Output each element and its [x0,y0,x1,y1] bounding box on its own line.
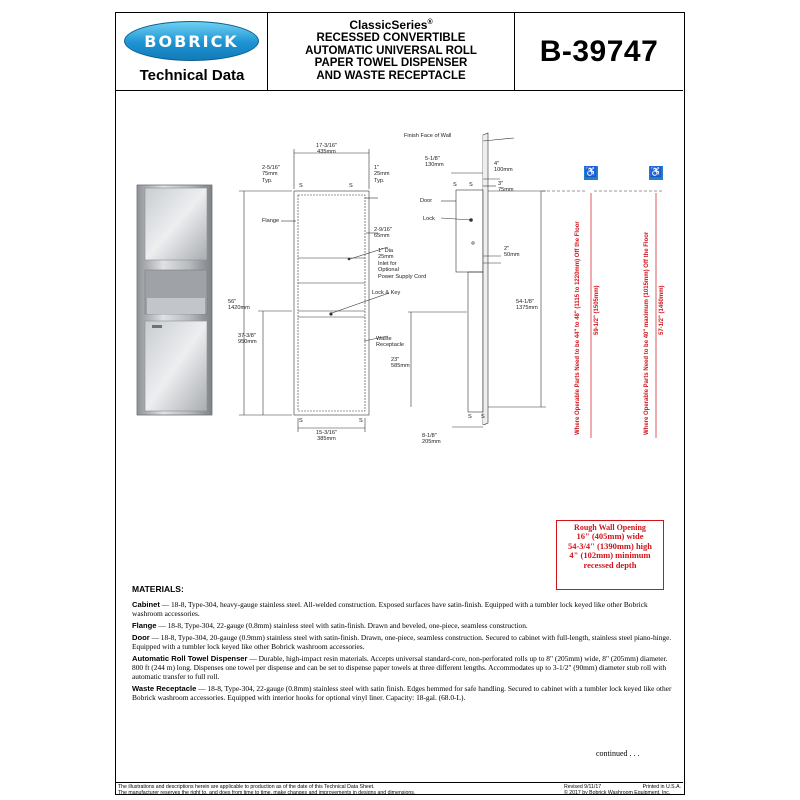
label-lock: Lock [423,216,435,222]
dim-total-height: 56" 1420mm [228,299,250,312]
dim-inlet-height: 2-9/16" 65mm [374,227,392,240]
dim-side-height: 54-1/8" 1375mm [516,299,538,312]
label-lock-key: Lock & Key [372,290,401,296]
rough-opening-line-1: 16" (405mm) wide [576,531,644,541]
technical-data-label: Technical Data [139,67,245,84]
material-towel-dispenser: Automatic Roll Towel Dispenser — Durable, high-impact resin materials. Accepts universal standard-core, non-perforated rolls up to 8" (205mm) wide, 8" (205mm) diameter. 800 ft (244 m) long. Dispenses one towel per dispense and can be set to dispense paper towels at three different lengths. Accommodates up to 3-1/2" (90mm) diameter stub roll with automatic transfer to full roll. [132,654,668,681]
logo-text: BOBRICK [144,31,239,51]
label-waste-receptacle: Waste Receptacle [376,336,404,349]
series-name: ClassicSeries® [349,18,433,32]
sheet-header [116,13,683,91]
dim-bin-height: 23" 585mm [391,357,410,370]
continued-note: continued . . . [596,749,640,758]
wheelchair-icon: ♿ [649,167,663,178]
dim-inner-width: 15-3/16" 385mm [316,430,337,443]
footer-revision: Revised 9/11/17 © 2017 by Bobrick Washroom Equipment, Inc. [564,784,671,797]
model-number: B-39747 [539,35,659,68]
s-mark-6: S [469,182,473,188]
rough-opening-title: Rough Wall Opening [574,523,646,532]
dim-top-offset: 1" 25mm Typ. [374,165,390,184]
rough-opening-line-4: recessed depth [583,559,637,570]
materials-section [132,585,672,705]
material-waste-receptacle: Waste Receptacle — 18-8, Type-304, 22-gauge (0.8mm) stainless steel with satin finish. Edges hemmed for safe handling. Secured to cabinet with a tumbler lock keyed like other Bobrick washroom accessories. Equipped with interior hooks for optional vinyl liner. Capacity: 18-gal. (68.0-L). [132,684,672,702]
material-door: Door — 18-8, Type-304, 20-gauge (0.9mm) stainless steel with satin-finish. Drawn, one-piece, seamless construction. Secured to cabinet with full-length, stainless steel piano-hinge. Equipped with a tumbler lock keyed like other Bobrick washroom accessories. [132,633,672,651]
material-flange: Flange — 18-8, Type-304, 22-gauge (0.8mm) stainless steel with satin-finish. Drawn and beveled, one-piece, seamless construction. [132,621,528,630]
ada-note-2: Where Operable Parts Need to be 40" maximum (1015mm) Off the Floor [644,231,650,435]
ada-dim-2: 57-1/2" (1460mm) [659,285,665,335]
dim-projection-1: 4" 100mm [494,161,513,174]
bobrick-logo [124,21,259,61]
materials-heading: MATERIALS: [132,584,184,594]
footer-printed: Printed in U.S.A. [642,784,681,790]
label-door: Door [420,198,433,204]
dim-gap: 2" 50mm [504,246,520,259]
product-title-line-3: PAPER TOWEL DISPENSER [314,57,468,69]
dim-projection-2: 3" 75mm [498,181,514,194]
s-mark-2: S [349,183,353,189]
front-elevation [239,149,389,432]
s-mark-7: S [468,414,472,420]
s-mark-8: S [481,414,485,420]
dim-outer-width: 17-3/16" 435mm [316,143,337,156]
dim-side-depth-bottom: 8-1/8" 205mm [422,433,441,446]
footer-disclaimer: The illustrations and descriptions herein are applicable to production as of the date of this Technical Data Sheet. The manufacturer reserves the right to, and does from time to time, make changes and improvements in designs and dimensions. [118,784,416,797]
model-number-cell [515,13,683,91]
product-photo [137,185,212,415]
label-inlet: 1" Dia 25mm Inlet for Optional Power Supply Cord [378,248,427,280]
technical-drawing [116,93,683,583]
s-mark-5: S [453,182,457,188]
ada-note-1: Where Operable Parts Need to be 44" to 48" (1115 to 1220mm) Off the Floor [575,221,581,435]
technical-data-sheet [115,12,685,795]
product-title-line-2: AUTOMATIC UNIVERSAL ROLL [305,44,477,57]
side-elevation [408,133,664,427]
rough-opening-line-2: 54-3/4" (1390mm) high [567,540,653,551]
s-mark-3: S [299,418,303,424]
rough-opening-line-3: 4" (102mm) minimum [569,550,651,560]
logo-cell [116,13,268,91]
product-title-cell [268,13,515,91]
s-mark-1: S [299,183,303,189]
material-cabinet: Cabinet — 18-8, Type-304, heavy-gauge stainless steel. All-welded construction. Exposed surfaces have satin-finish. Equipped with a tumbler lock keyed like other Bobrick washroom accessories. [132,600,648,618]
dim-lower-height: 37-3/8" 950mm [238,333,257,346]
s-mark-4: S [359,418,363,424]
label-flange: Flange [262,218,280,224]
wheelchair-icon: ♿ [584,167,598,178]
product-title-line-1: RECESSED CONVERTIBLE [316,32,466,44]
product-title-line-4: AND WASTE RECEPTACLE [316,69,466,82]
label-finish-face: Finish Face of Wall [404,133,452,139]
dim-side-offset: 2-5/16" 75mm Typ. [262,165,280,184]
sheet-footer [116,782,683,796]
rough-wall-opening-box [556,520,664,590]
ada-dim-1: 59-1/2" (1505mm) [594,285,600,335]
dim-side-depth-top: 5-1/8" 130mm [425,156,444,169]
